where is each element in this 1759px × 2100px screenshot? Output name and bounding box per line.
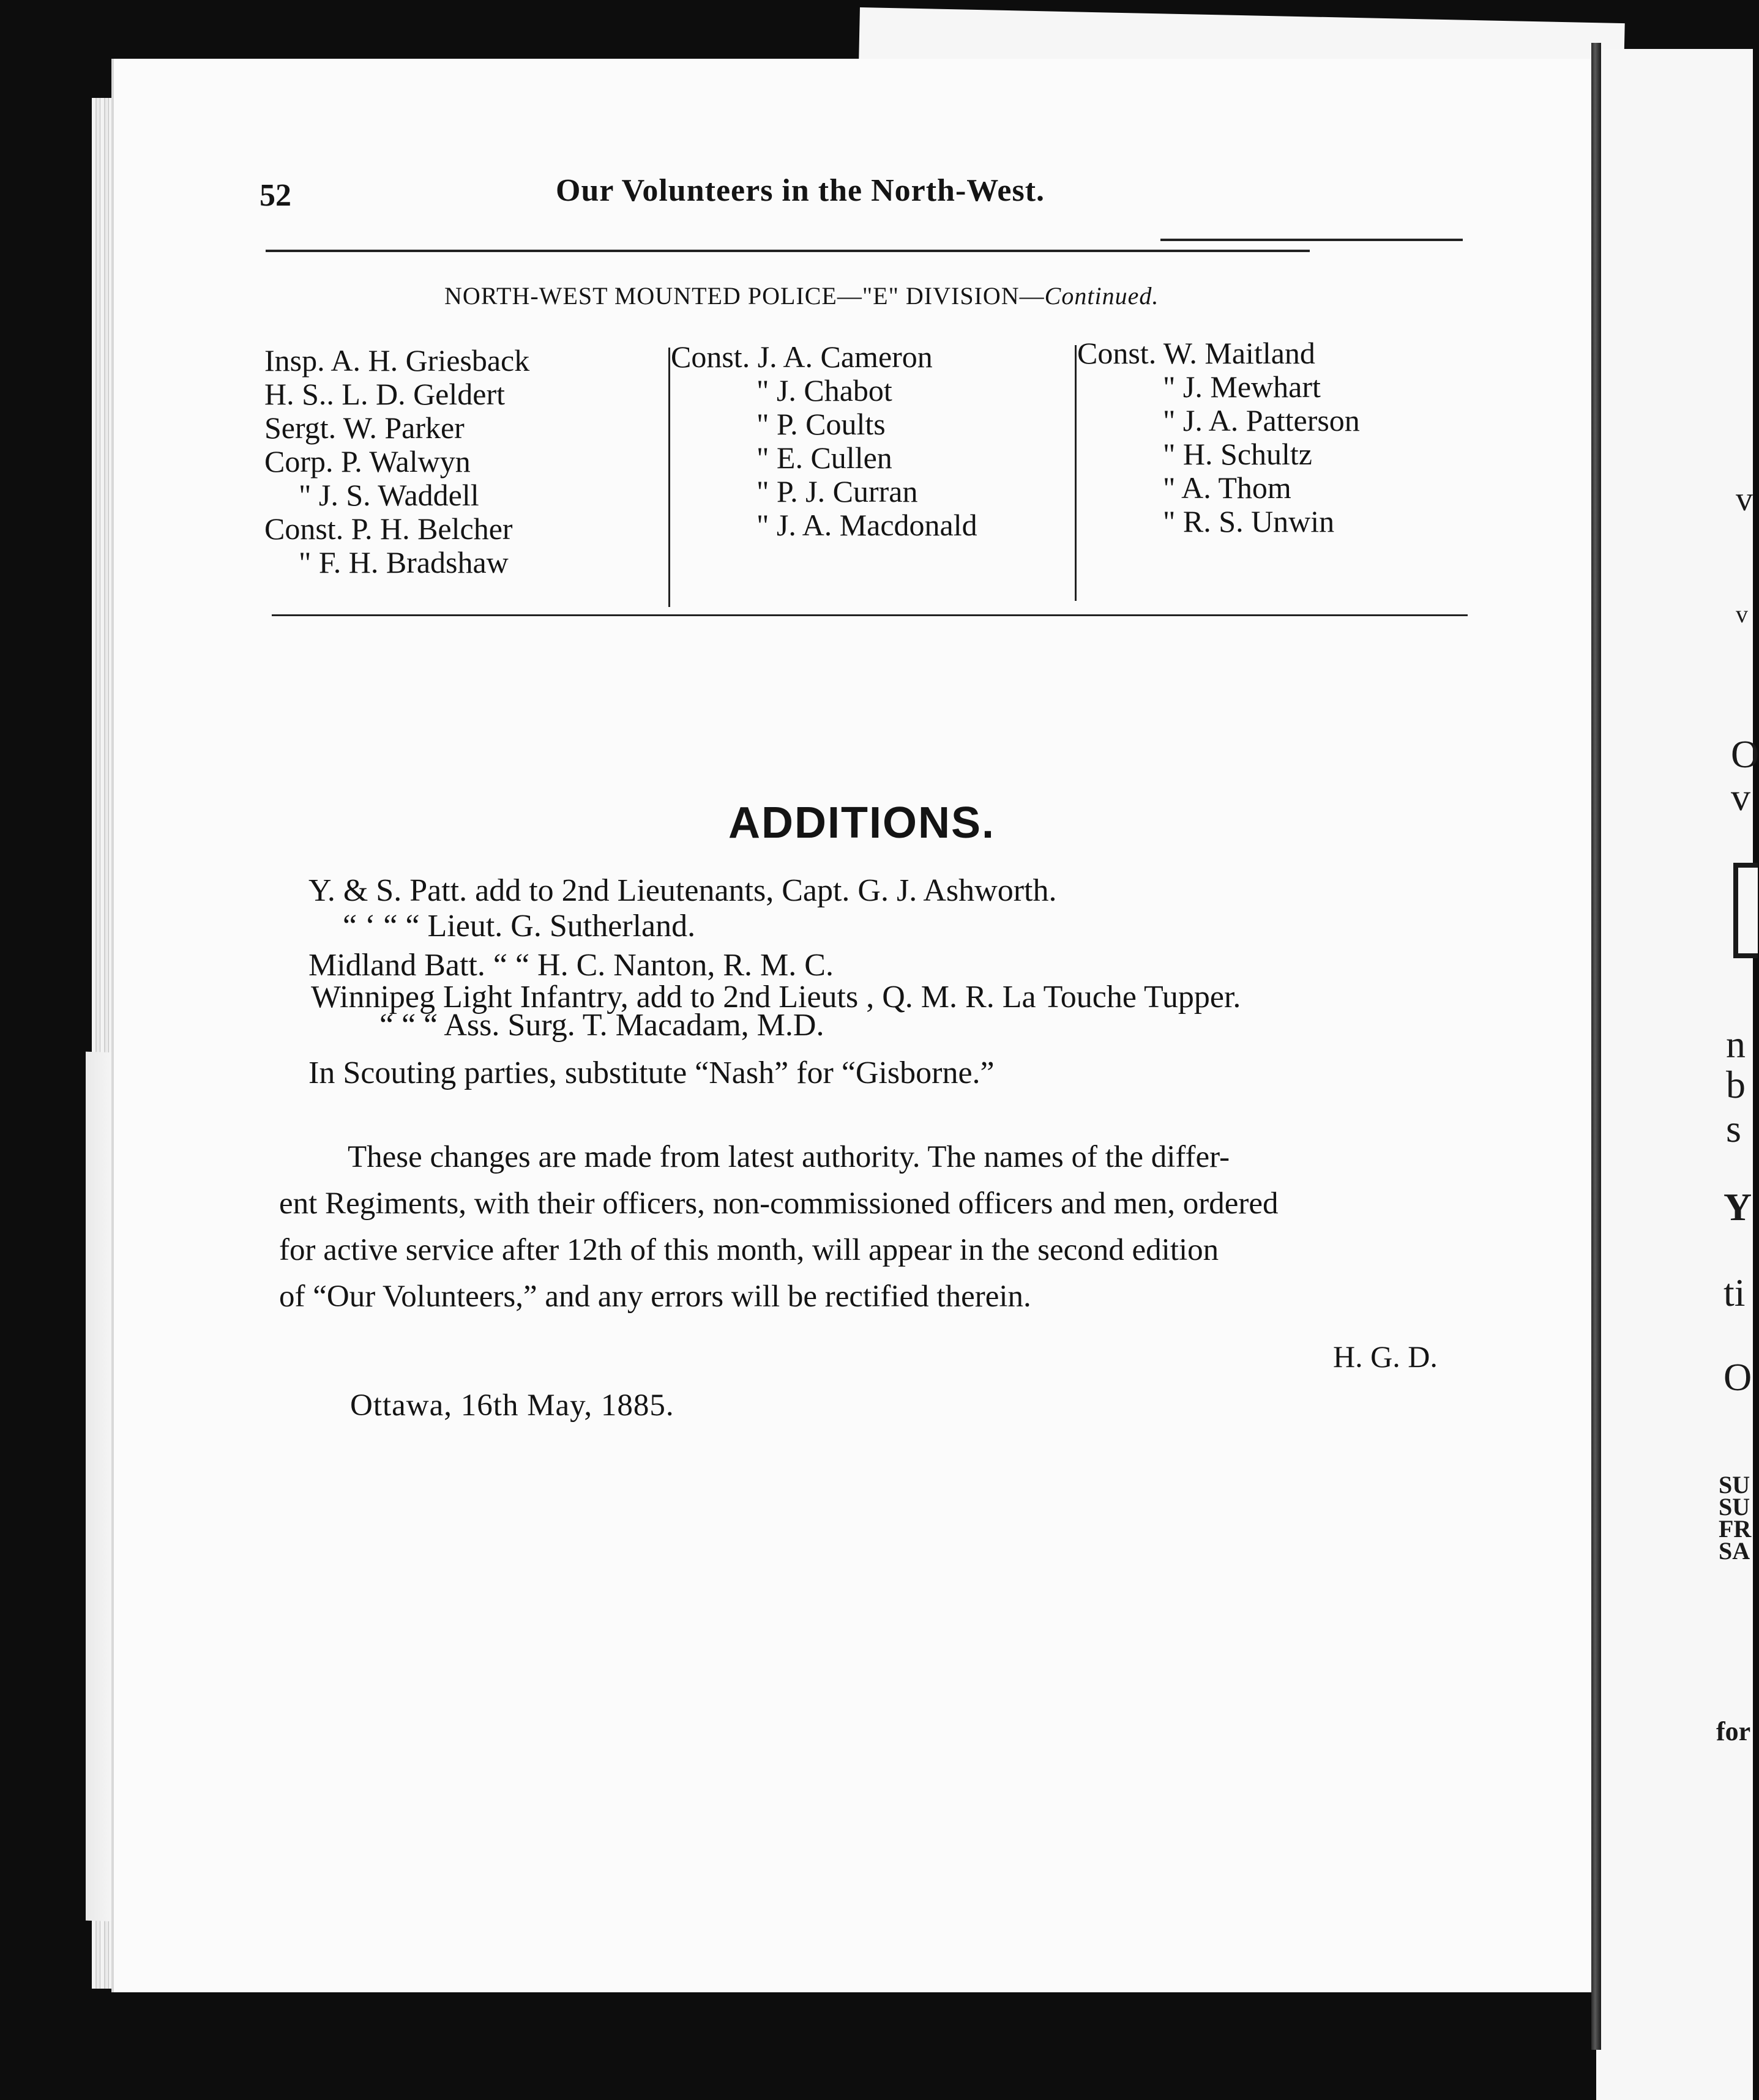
roster-entry: Sergt. W. Parker — [264, 411, 465, 445]
adjacent-fragment: SU — [1719, 1471, 1750, 1499]
roster-entry: " E. Cullen — [756, 441, 892, 475]
section-heading — [444, 281, 1159, 310]
adjacent-fragment: SA — [1719, 1537, 1750, 1565]
roster-entry: " J. A. Macdonald — [756, 508, 977, 542]
roster-bottom-rule — [272, 614, 1468, 616]
roster-column-3 — [1077, 337, 1360, 538]
adjacent-fragment: v — [1736, 480, 1753, 518]
roster-entry: " J. Chabot — [756, 373, 892, 408]
roster-entry: " H. Schultz — [1163, 437, 1312, 471]
additions-title: ADDITIONS. — [728, 799, 996, 847]
addition-line: In Scouting parties, substitute “Nash” for “Gisborne.” — [308, 1056, 995, 1090]
roster-entry: " J. A. Patterson — [1163, 403, 1360, 438]
adjacent-fragment: SU — [1719, 1493, 1750, 1521]
dateline: Ottawa, 16th May, 1885. — [350, 1388, 674, 1423]
column-divider — [668, 348, 670, 607]
adjacent-fragment: Y — [1724, 1185, 1752, 1229]
roster-column-2 — [671, 340, 977, 542]
roster-column-1 — [264, 344, 529, 579]
adjacent-fragment: b — [1726, 1063, 1746, 1106]
addition-line: Midland Batt. “ “ H. C. Nanton, R. M. C. — [308, 948, 834, 983]
column-divider — [1075, 345, 1077, 601]
page-number: 52 — [260, 178, 291, 213]
adjacent-fragment: s — [1726, 1107, 1741, 1150]
roster-entry: " J. Mewhart — [1163, 370, 1321, 404]
adjacent-fragment: for — [1716, 1716, 1751, 1746]
section-heading-continued: Continued. — [1044, 282, 1159, 310]
adjacent-fragment: ti — [1724, 1271, 1746, 1314]
signature-initials: H. G. D. — [1333, 1339, 1438, 1374]
roster-entry: " A. Thom — [1163, 471, 1291, 505]
adjacent-fragment: O — [1731, 732, 1759, 776]
adjacent-fragment: v — [1731, 775, 1750, 819]
addition-line: “ ‘ “ “ Lieut. G. Sutherland. — [343, 909, 696, 944]
running-title: Our Volunteers in the North-West. — [556, 173, 1045, 208]
adjacent-fragment: n — [1726, 1022, 1746, 1066]
roster-entry: Const. J. A. Cameron — [671, 340, 933, 374]
roster-entry: H. S.. L. D. Geldert — [264, 377, 505, 411]
adjacent-large-letter — [1733, 863, 1758, 958]
paragraph-line: for active service after 12th of this month, will appear in the second edition — [279, 1233, 1219, 1267]
section-heading-text: NORTH-WEST MOUNTED POLICE—"E" DIVISION— — [444, 282, 1045, 310]
paragraph-line: These changes are made from latest authority. The names of the differ- — [348, 1140, 1230, 1174]
paragraph-line: of “Our Volunteers,” and any errors will be rectified therein. — [279, 1279, 1031, 1314]
roster-entry: Insp. A. H. Griesback — [264, 343, 530, 378]
roster-entry: " P. J. Curran — [756, 474, 918, 508]
roster-entry: Const. W. Maitland — [1077, 336, 1315, 370]
adjacent-fragment: v — [1736, 600, 1748, 628]
header-rule — [266, 250, 1310, 252]
adjacent-fragment: FR — [1719, 1515, 1752, 1543]
addition-line: Y. & S. Patt. add to 2nd Lieutenants, Capt. G. J. Ashworth. — [308, 873, 1057, 908]
roster-entry: Corp. P. Walwyn — [264, 444, 471, 478]
roster-entry: " F. H. Bradshaw — [299, 545, 509, 579]
header-rule — [1160, 239, 1463, 241]
roster-entry: " R. S. Unwin — [1163, 504, 1335, 538]
roster-entry: " P. Coults — [756, 407, 886, 441]
addition-line: Winnipeg Light Infantry, add to 2nd Lieuts , Q. M. R. La Touche Tupper. — [311, 980, 1241, 1015]
roster-entry: Const. P. H. Belcher — [264, 512, 513, 546]
paragraph-line: ent Regiments, with their officers, non-commissioned officers and men, ordered — [279, 1186, 1279, 1221]
roster-entry: " J. S. Waddell — [299, 478, 479, 512]
adjacent-fragment: O — [1724, 1355, 1752, 1399]
addition-line: “ “ “ Ass. Surg. T. Macadam, M.D. — [379, 1008, 824, 1043]
book-spine — [1591, 43, 1601, 2050]
